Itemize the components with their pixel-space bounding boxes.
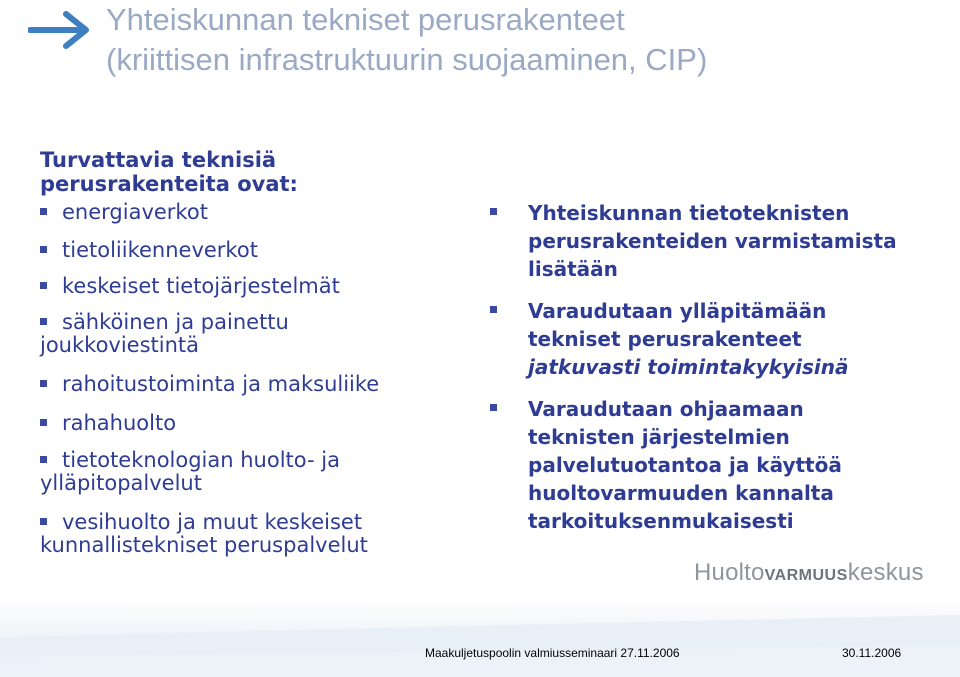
left-list-item-line: keskeiset tietojärjestelmät (62, 274, 340, 298)
right-list-item-line: Varaudutaan ylläpitämään (528, 299, 827, 323)
left-list-item-line: tietoliikenneverkot (62, 238, 258, 262)
right-list-item-line: perusrakenteiden varmistamista (528, 229, 897, 253)
left-list-item-line: tietoteknologian huolto- ja (62, 448, 340, 472)
left-list-item-line: energiaverkot (62, 200, 208, 224)
square-bullet-icon (40, 318, 47, 325)
footer-date: 30.11.2006 (842, 646, 902, 660)
left-list-item-line: ylläpitopalvelut (40, 471, 202, 495)
left-list-item-line: joukkoviestintä (40, 333, 200, 357)
right-list-item-line: lisätään (528, 257, 618, 281)
right-list-item-line: palvelutuotantoa ja käyttöä (528, 453, 842, 477)
right-list-item-line: Varaudutaan ohjaamaan (528, 397, 804, 421)
logo-part-1: Huolto (694, 559, 765, 586)
left-list-item (40, 412, 460, 435)
left-list-item (40, 311, 460, 357)
right-list-item-line: tekniset perusrakenteet (528, 327, 802, 351)
huoltovarmuuskeskus-logo (694, 559, 924, 587)
footer-event: Maakuljetuspoolin valmiusseminaari 27.11.2006 (425, 646, 680, 660)
left-heading (40, 148, 460, 196)
left-list-item-line: vesihuolto ja muut keskeiset (62, 510, 363, 534)
left-list-item (40, 511, 460, 557)
square-bullet-icon (40, 518, 47, 525)
right-list-item (490, 199, 930, 283)
logo-part-3: keskus (847, 559, 924, 586)
square-bullet-icon (490, 404, 497, 411)
footer-band (0, 597, 960, 677)
square-bullet-icon (40, 246, 47, 253)
square-bullet-icon (40, 208, 47, 215)
right-bullet-list (490, 199, 930, 535)
left-heading-line-2: perusrakenteita ovat: (40, 172, 298, 196)
slide-title (106, 0, 707, 80)
left-list-item (40, 201, 460, 224)
right-list-item (490, 297, 930, 381)
right-list-item-line: huoltovarmuuden kannalta (528, 481, 834, 505)
left-list-item-line: rahoitustoiminta ja maksuliike (62, 372, 380, 396)
right-arrow-icon (28, 10, 92, 50)
left-bullet-list (40, 201, 460, 557)
left-list-item-line: rahahuolto (62, 411, 177, 435)
left-list-item-line: sähköinen ja painettu (62, 310, 289, 334)
right-list-item-line: teknisten järjestelmien (528, 425, 790, 449)
right-list-item-line: jatkuvasti toimintakykyisinä (528, 355, 849, 379)
title-line-1: Yhteiskunnan tekniset perusrakenteet (106, 2, 625, 37)
square-bullet-icon (490, 306, 497, 313)
left-column (40, 148, 460, 557)
right-list-item-line: Yhteiskunnan tietoteknisten (528, 201, 850, 225)
left-list-item (40, 275, 460, 298)
left-list-item (40, 239, 460, 262)
square-bullet-icon (490, 208, 497, 215)
left-list-item-line: kunnallistekniset peruspalvelut (40, 533, 368, 557)
left-list-item (40, 449, 460, 495)
right-list-item-line: tarkoituksenmukaisesti (528, 509, 794, 533)
right-column (490, 199, 930, 535)
title-line-2: (kriittisen infrastruktuurin suojaaminen, CIP) (106, 42, 708, 77)
square-bullet-icon (40, 282, 47, 289)
left-heading-line-1: Turvattavia teknisiä (40, 148, 277, 172)
square-bullet-icon (40, 419, 47, 426)
square-bullet-icon (40, 456, 47, 463)
logo-part-2: VARMUUS (764, 567, 848, 584)
right-list-item (490, 395, 930, 535)
square-bullet-icon (40, 380, 47, 387)
left-list-item (40, 373, 460, 396)
